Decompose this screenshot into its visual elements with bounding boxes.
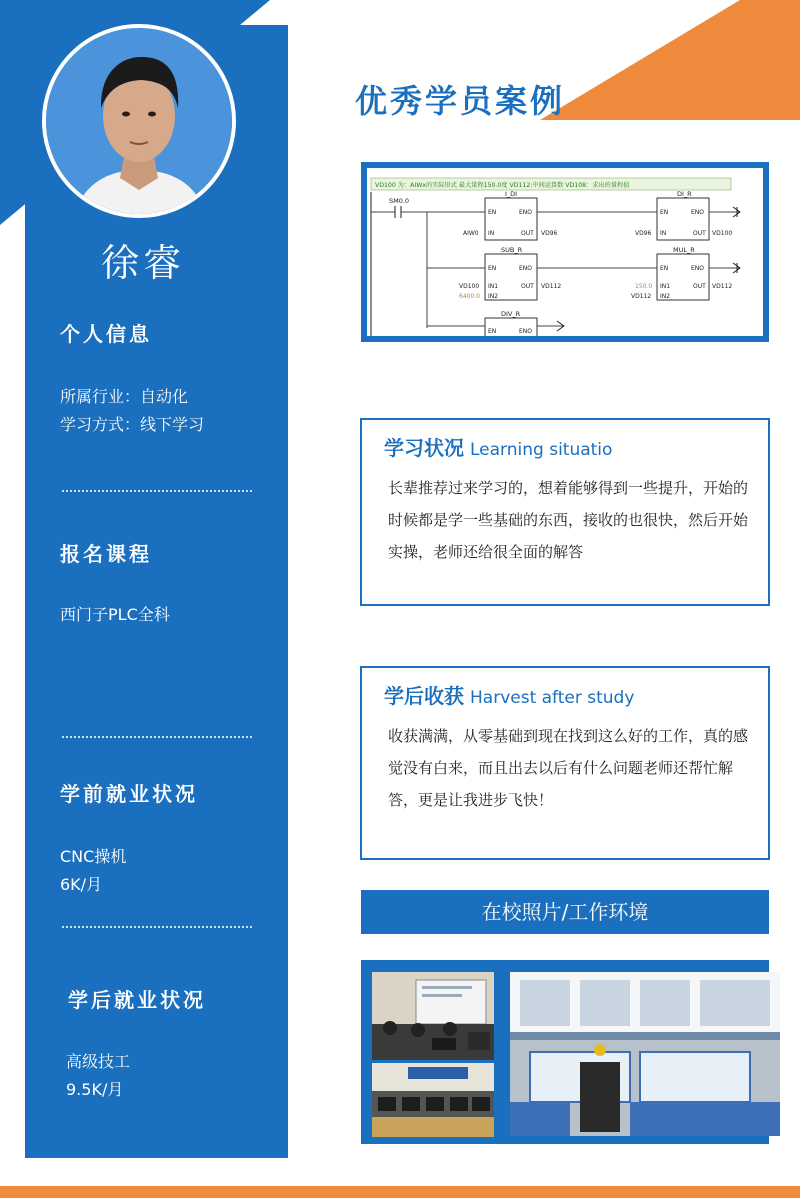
before-job-text: CNC操机 (60, 847, 127, 866)
svg-text:ENO: ENO (691, 209, 705, 216)
before-employment-title: 学前就业状况 (60, 782, 198, 806)
plc-block-subr (485, 246, 537, 300)
svg-text:EN: EN (488, 209, 497, 216)
plc-header-comment: VD100 为：AIWx的实际形式 最大量程150.0度 VD112:中间运算数 VD108：求出的量程值 (375, 182, 630, 189)
svg-text:OUT: OUT (693, 283, 706, 290)
svg-text:VD96: VD96 (541, 230, 558, 237)
svg-text:OUT: OUT (693, 230, 706, 237)
learning-title-cn: 学习状况 (384, 436, 464, 460)
svg-text:SUB_R: SUB_R (501, 246, 523, 254)
industry-text: 所属行业：自动化 (60, 387, 189, 406)
svg-text:VD100: VD100 (712, 230, 733, 237)
svg-text:ENO: ENO (691, 265, 705, 272)
svg-text:EN: EN (660, 265, 669, 272)
svg-text:EN: EN (488, 328, 497, 335)
page-title: 优秀学员案例 (355, 82, 566, 120)
plc-screenshot-frame (361, 162, 769, 342)
before-salary-text: 6K/月 (60, 875, 103, 894)
after-salary-text: 9.5K/月 (66, 1080, 124, 1099)
divider (62, 926, 252, 928)
plc-block-dir (657, 190, 709, 240)
student-name: 徐睿 (100, 241, 185, 285)
divider (62, 490, 252, 492)
divider (62, 736, 252, 738)
svg-text:IN2: IN2 (660, 293, 671, 300)
learning-text: 长辈推荐过来学习的，想着能够得到一些提升，开始的时候都是学一些基础的东西，接收的也很快，然后开始实操，老师还给很全面的解答 (388, 479, 749, 561)
plc-ladder-diagram (367, 168, 763, 336)
learning-panel (360, 418, 770, 606)
harvest-title-en: Harvest after study (470, 688, 635, 708)
svg-text:OUT: OUT (521, 230, 534, 237)
harvest-panel (360, 666, 770, 860)
svg-text:I_DI: I_DI (505, 190, 518, 198)
study-mode-text: 学习方式：线下学习 (60, 415, 205, 434)
svg-text:IN: IN (660, 230, 667, 237)
orange-corner (540, 0, 800, 120)
photos-frame (361, 960, 769, 1144)
svg-text:DIV_R: DIV_R (501, 310, 521, 318)
avatar (42, 24, 236, 218)
after-job-text: 高级技工 (66, 1052, 131, 1071)
svg-text:VD96: VD96 (635, 230, 652, 237)
svg-text:VD112: VD112 (712, 283, 733, 290)
svg-text:IN1: IN1 (488, 283, 499, 290)
svg-text:ENO: ENO (519, 328, 533, 335)
svg-text:ENO: ENO (519, 265, 533, 272)
harvest-title-cn: 学后收获 (384, 684, 464, 708)
svg-text:ENO: ENO (519, 209, 533, 216)
course-title: 报名课程 (60, 542, 152, 566)
contact-label: SM0.0 (389, 197, 410, 205)
learning-title-en: Learning situatio (470, 440, 613, 460)
svg-text:EN: EN (488, 265, 497, 272)
svg-text:IN: IN (488, 230, 495, 237)
svg-text:VD100: VD100 (459, 283, 480, 290)
plc-block-mulr (657, 246, 709, 300)
learning-title (384, 432, 612, 461)
photos-title: 在校照片/工作环境 (361, 890, 769, 934)
svg-text:VD112: VD112 (631, 293, 652, 300)
classroom-photo-1 (372, 972, 494, 1060)
harvest-text: 收获满满，从零基础到现在找到这么好的工作，真的感觉没有白来，而且出去以后有什么问题老师还帮忙解答，更是让我进步飞快！ (388, 727, 749, 809)
svg-text:DI_R: DI_R (677, 190, 692, 198)
svg-text:VD112: VD112 (541, 283, 562, 290)
svg-text:IN1: IN1 (660, 283, 671, 290)
after-employment-title: 学后就业状况 (68, 988, 206, 1012)
classroom-photo-2 (372, 1063, 494, 1137)
bottom-orange-bar (0, 1186, 800, 1198)
personal-info-title: 个人信息 (60, 322, 152, 346)
svg-text:IN2: IN2 (488, 293, 499, 300)
svg-text:150.0: 150.0 (635, 283, 653, 290)
svg-text:OUT: OUT (521, 283, 534, 290)
person-portrait-icon (46, 28, 232, 214)
svg-text:MUL_R: MUL_R (673, 246, 695, 254)
svg-text:EN: EN (660, 209, 669, 216)
harvest-title (384, 680, 634, 709)
svg-text:AIW0: AIW0 (463, 230, 479, 237)
svg-text:6400.0: 6400.0 (459, 293, 480, 300)
plc-block-idi (485, 190, 537, 240)
office-photo (510, 972, 780, 1136)
course-text: 西门子PLC全科 (60, 605, 170, 624)
